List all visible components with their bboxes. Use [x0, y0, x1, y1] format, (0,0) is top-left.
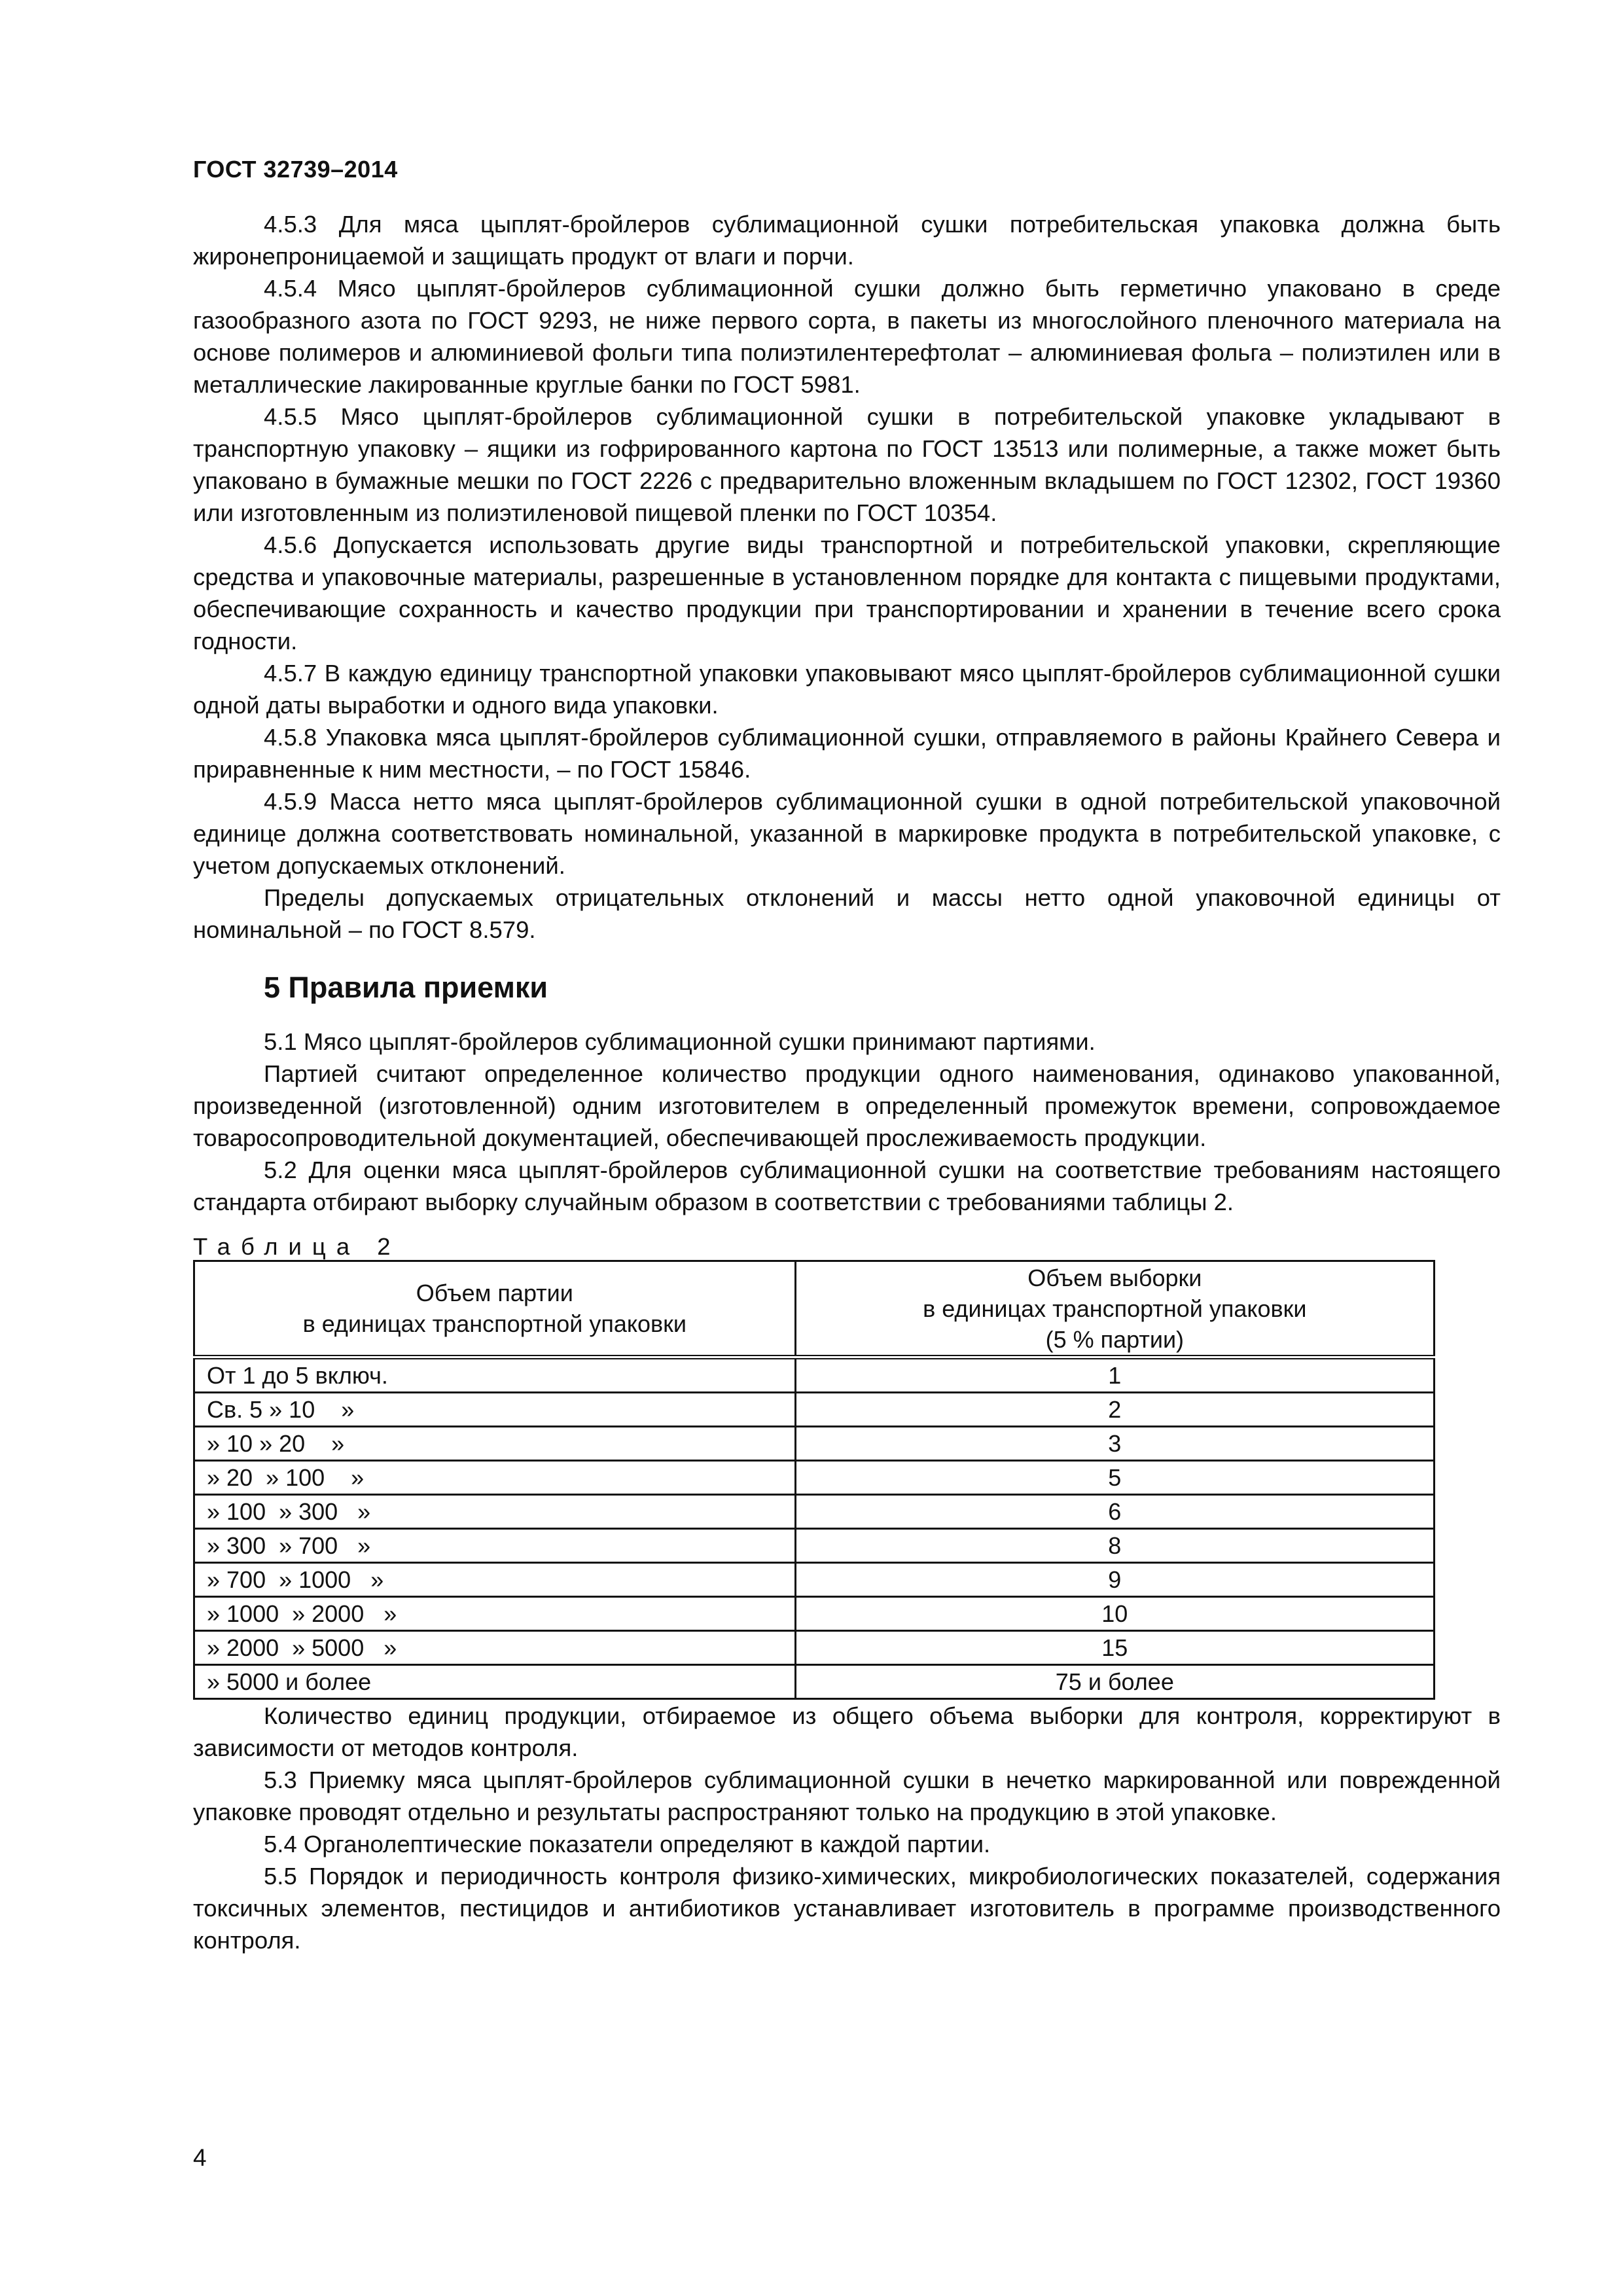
paragraph-4-5-6: 4.5.6 Допускается использовать другие виды транспортной и потребительской упаковки, скрепляющие средства и упаковочные материалы, разрешенные в установленном порядке для контакта с пищевыми продуктами, обеспечивающие сохранность и качество продукции при транспортировании и хранении в течение всего срока годности. [193, 531, 1501, 655]
sample-size-cell: 2 [795, 1393, 1434, 1427]
table-row [194, 1461, 1435, 1495]
lot-size-cell: » 1000 » 2000 » [194, 1597, 796, 1631]
sampling-table [193, 1260, 1435, 1700]
sample-size-cell: 75 и более [795, 1665, 1434, 1699]
paragraph-5-3: 5.3 Приемку мяса цыплят-бройлеров сублимационной сушки в нечетко маркированной или поврежденной упаковке проводят отдельно и результаты распространяют только на продукцию в этой упаковке. [193, 1767, 1501, 1825]
paragraph-sample-count: Количество единиц продукции, отбираемое из общего объема выборки для контроля, корректируют в зависимости от методов контроля. [193, 1702, 1501, 1761]
table-row [194, 1597, 1435, 1631]
paragraph-4-5-5: 4.5.5 Мясо цыплят-бройлеров сублимационной сушки в потребительской упаковке укладывают в транспортную упаковку – ящики из гофрированного картона по ГОСТ 13513 или полимерные, а также может быть упаковано в бумажные мешки по ГОСТ 2226 с предварительно вложенным вкладышем по ГОСТ 12302, ГОСТ 19360 или изготовленным из полиэтиленовой пищевой пленки по ГОСТ 10354. [193, 403, 1501, 526]
table-row [194, 1393, 1435, 1427]
paragraph-batch-definition: Партией считают определенное количество продукции одного наименования, одинаково упакованной, произведенной (изготовленной) одним изготовителем в определенный промежуток времени, сопровождаемое товаросопроводительной документацией, обеспечивающей прослеживаемость продукции. [193, 1060, 1501, 1151]
lot-size-cell: » 20 » 100 » [194, 1461, 796, 1495]
table-header-row [194, 1261, 1435, 1357]
lot-size-cell: » 100 » 300 » [194, 1495, 796, 1529]
table-row [194, 1357, 1435, 1393]
sample-size-cell: 5 [795, 1461, 1434, 1495]
sample-size-cell: 6 [795, 1495, 1434, 1529]
lot-size-cell: » 300 » 700 » [194, 1529, 796, 1563]
lot-size-cell: » 2000 » 5000 » [194, 1631, 796, 1665]
table-row [194, 1427, 1435, 1461]
paragraph-4-5-7: 4.5.7 В каждую единицу транспортной упаковки упаковывают мясо цыплят-бройлеров сублимационной сушки одной даты выработки и одного вида упаковки. [193, 660, 1501, 719]
page-number: 4 [193, 2144, 207, 2171]
paragraph-5-4: 5.4 Органолептические показатели определяют в каждой партии. [264, 1831, 991, 1857]
paragraph-5-2: 5.2 Для оценки мяса цыплят-бройлеров сублимационной сушки на соответствие требованиям настоящего стандарта отбирают выборку случайным образом в соответствии с требованиями таблицы 2. [193, 1157, 1501, 1215]
paragraph-5-5: 5.5 Порядок и периодичность контроля физико-химических, микробиологических показателей, содержания токсичных элементов, пестицидов и антибиотиков устанавливает изготовитель в программе производственного контроля. [193, 1863, 1501, 1954]
sample-size-cell: 9 [795, 1563, 1434, 1597]
sample-size-cell: 3 [795, 1427, 1434, 1461]
table-row [194, 1665, 1435, 1699]
table-header-sample-size: Объем выборки в единицах транспортной упаковки (5 % партии) [795, 1261, 1434, 1357]
lot-size-cell: » 5000 и более [194, 1665, 796, 1699]
paragraph-5-1: 5.1 Мясо цыплят-бройлеров сублимационной сушки принимают партиями. [264, 1028, 1096, 1055]
table-header-lot-size: Объем партии в единицах транспортной упаковки [194, 1261, 796, 1357]
paragraph-4-5-4: 4.5.4 Мясо цыплят-бройлеров сублимационной сушки должно быть герметично упаковано в среде газообразного азота по ГОСТ 9293, не ниже первого сорта, в пакеты из многослойного пленочного материала на основе полимеров и алюминиевой фольги типа полиэтилентерефтолат – алюминиевая фольга – полиэтилен или в металлические лакированные круглые банки по ГОСТ 5981. [193, 275, 1501, 398]
sample-size-cell: 1 [795, 1357, 1434, 1393]
sample-size-cell: 10 [795, 1597, 1434, 1631]
table-caption: Таблица 2 [193, 1233, 401, 1260]
section-heading: 5 Правила приемки [264, 971, 548, 1004]
table-row [194, 1495, 1435, 1529]
sample-size-cell: 8 [795, 1529, 1434, 1563]
paragraph-4-5-9: 4.5.9 Масса нетто мяса цыплят-бройлеров сублимационной сушки в одной потребительской упаковочной единице должна соответствовать номинальной, указанной в маркировке продукта в потребительской упаковке, с учетом допускаемых отклонений. [193, 788, 1501, 879]
paragraph-tolerances: Пределы допускаемых отрицательных отклонений и массы нетто одной упаковочной единицы от номинальной – по ГОСТ 8.579. [193, 884, 1501, 943]
lot-size-cell: От 1 до 5 включ. [194, 1357, 796, 1393]
paragraph-4-5-3: 4.5.3 Для мяса цыплят-бройлеров сублимационной сушки потребительская упаковка должна быть жиронепроницаемой и защищать продукт от влаги и порчи. [193, 211, 1501, 270]
document-body [193, 208, 1501, 1956]
sample-size-cell: 15 [795, 1631, 1434, 1665]
lot-size-cell: Св. 5 » 10 » [194, 1393, 796, 1427]
lot-size-cell: » 700 » 1000 » [194, 1563, 796, 1597]
lot-size-cell: » 10 » 20 » [194, 1427, 796, 1461]
paragraph-4-5-8: 4.5.8 Упаковка мяса цыплят-бройлеров сублимационной сушки, отправляемого в районы Крайнего Севера и приравненные к ним местности, – по ГОСТ 15846. [193, 724, 1501, 783]
table-row [194, 1631, 1435, 1665]
table-row [194, 1563, 1435, 1597]
table-row [194, 1529, 1435, 1563]
standard-code: ГОСТ 32739–2014 [193, 156, 398, 183]
